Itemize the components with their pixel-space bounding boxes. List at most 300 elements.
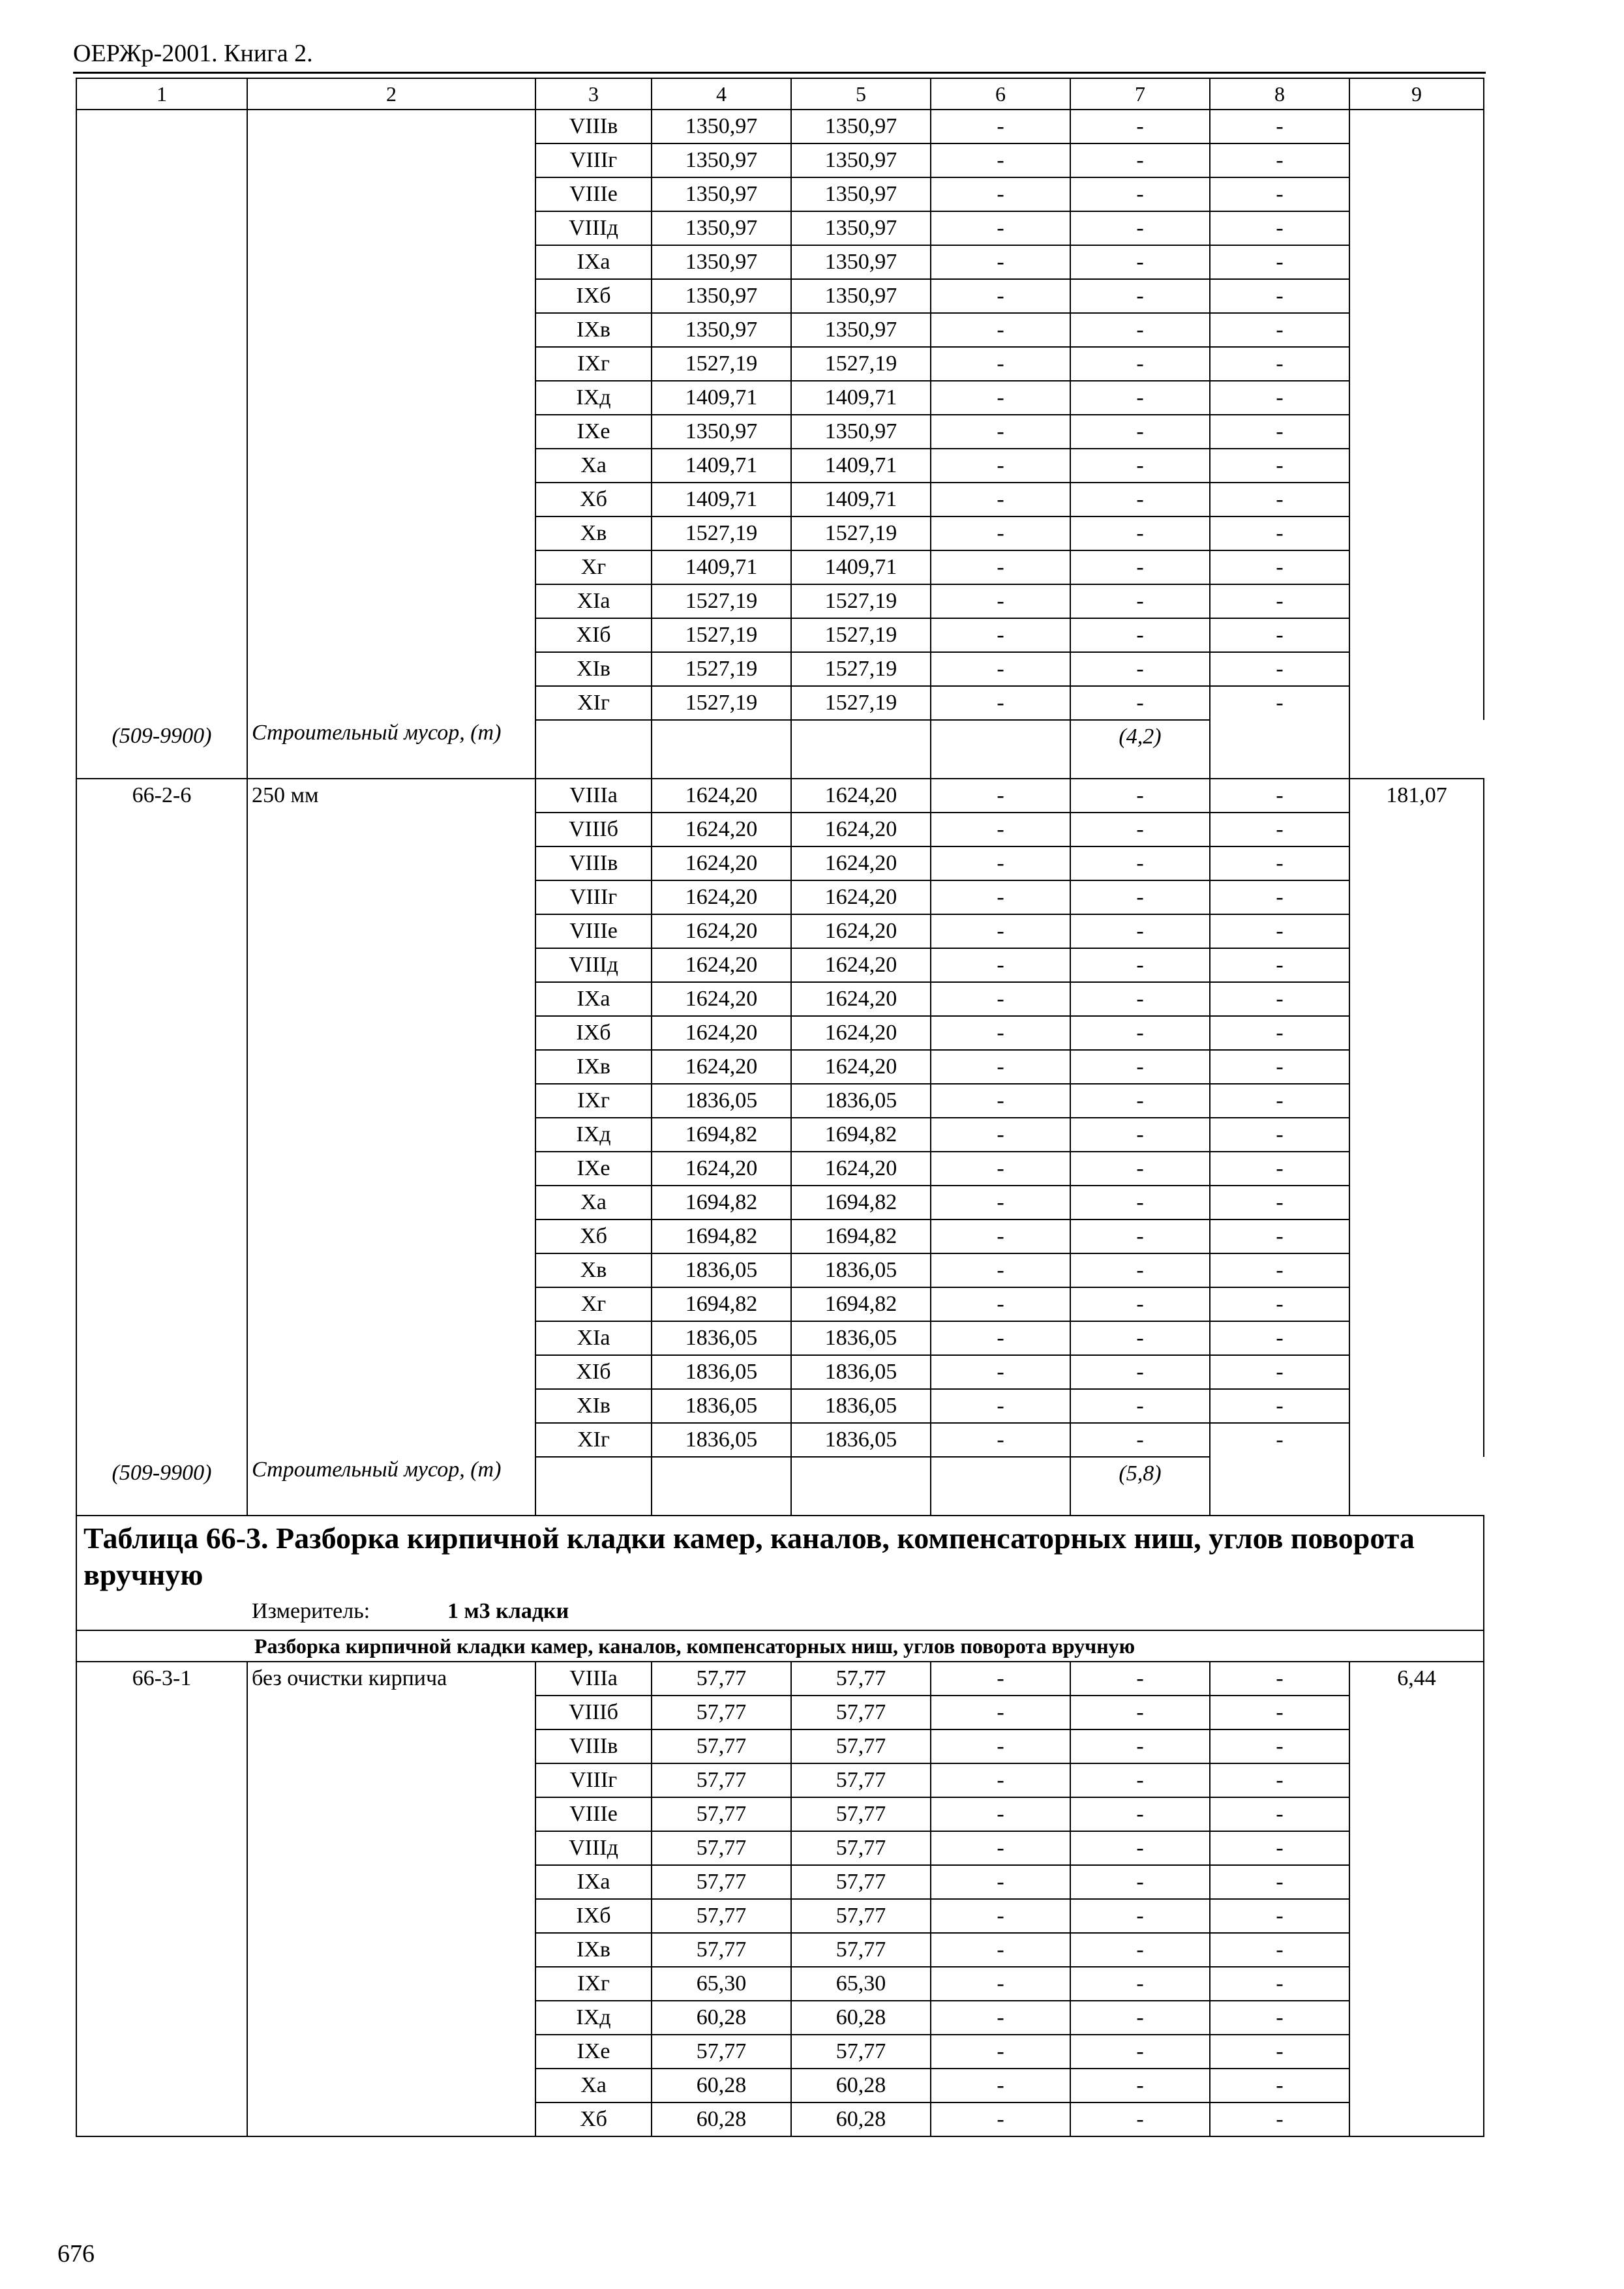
rate-code [76, 1865, 247, 1899]
zone-code: IXв [535, 313, 652, 347]
value-cell: - [1210, 550, 1349, 584]
rate-code [76, 177, 247, 211]
value-cell: 1836,05 [652, 1084, 791, 1118]
table-title-text: Таблица 66-3. Разборка кирпичной кладки камер, каналов, компенсаторных ниш, углов поворота вручную [83, 1521, 1415, 1591]
value-cell: - [931, 1016, 1070, 1050]
value-cell: - [1210, 110, 1349, 143]
table-row [76, 1696, 1484, 1729]
value-cell: - [931, 1253, 1070, 1287]
value-cell: 1527,19 [791, 686, 931, 720]
value-cell: 1694,82 [791, 1118, 931, 1152]
rate-code [76, 813, 247, 846]
value-cell: - [1070, 177, 1210, 211]
work-name [247, 415, 535, 449]
value-cell: - [1070, 2102, 1210, 2136]
table-row [76, 279, 1484, 313]
rate-code [76, 914, 247, 948]
work-name [247, 2069, 535, 2102]
work-name [247, 948, 535, 982]
col9-value [1349, 652, 1484, 686]
value-cell: - [931, 1050, 1070, 1084]
rate-code [76, 483, 247, 516]
value-cell: - [1210, 1355, 1349, 1389]
rate-code [76, 1899, 247, 1933]
table-row [76, 1186, 1484, 1219]
page-number: 676 [57, 2240, 95, 2267]
table-row [76, 1355, 1484, 1389]
value-cell: - [1070, 1696, 1210, 1729]
value-cell: 1836,05 [791, 1253, 931, 1287]
value-cell: 1624,20 [791, 779, 931, 813]
rate-code [76, 2001, 247, 2035]
trash-row [76, 1457, 1484, 1516]
value-cell: - [1210, 449, 1349, 483]
value-cell: - [1210, 1831, 1349, 1865]
col9-value [1349, 245, 1484, 279]
col9-value [1349, 1389, 1484, 1423]
table-row [76, 1797, 1484, 1831]
value-cell: 1624,20 [791, 1152, 931, 1186]
zone-code: XIб [535, 618, 652, 652]
value-cell: - [1210, 483, 1349, 516]
rate-code [76, 2035, 247, 2069]
value-cell: - [1210, 1797, 1349, 1831]
empty-cell [535, 1457, 652, 1516]
table-row [76, 1729, 1484, 1763]
value-cell: 1624,20 [791, 846, 931, 880]
work-name [247, 982, 535, 1016]
value-cell: - [1070, 1253, 1210, 1287]
empty-cell [931, 1457, 1070, 1516]
value-cell: - [1070, 245, 1210, 279]
value-cell: - [1070, 1219, 1210, 1253]
empty-cell [652, 720, 791, 779]
col9-value [1349, 1253, 1484, 1287]
col9-value [1349, 1084, 1484, 1118]
value-cell: - [1070, 1050, 1210, 1084]
value-cell: - [1070, 415, 1210, 449]
value-cell: - [931, 1696, 1070, 1729]
column-number: 5 [791, 78, 931, 110]
column-number: 4 [652, 78, 791, 110]
value-cell: - [1210, 1662, 1349, 1696]
value-cell: - [931, 245, 1070, 279]
value-cell: - [1070, 948, 1210, 982]
value-cell: 1350,97 [652, 177, 791, 211]
value-cell: - [931, 279, 1070, 313]
table-row [76, 779, 1484, 813]
value-cell: 1527,19 [652, 618, 791, 652]
value-cell: - [1070, 313, 1210, 347]
work-name [247, 1287, 535, 1321]
value-cell: 1350,97 [791, 110, 931, 143]
table-row [76, 1763, 1484, 1797]
zone-code: VIIIд [535, 948, 652, 982]
value-cell: 1350,97 [652, 143, 791, 177]
rate-code [76, 1084, 247, 1118]
work-name [247, 1253, 535, 1287]
value-cell: 60,28 [791, 2069, 931, 2102]
table-row [76, 1118, 1484, 1152]
work-name: 250 мм [247, 779, 535, 813]
col9-value [1349, 313, 1484, 347]
rate-code [76, 110, 247, 143]
value-cell: - [1210, 1253, 1349, 1287]
table-row [76, 347, 1484, 381]
col9-value [1349, 211, 1484, 245]
trash-code: (509-9900) [76, 720, 247, 779]
work-name [247, 1355, 535, 1389]
col9-value [1349, 618, 1484, 652]
table-title [76, 1516, 1484, 1630]
rate-code [76, 1355, 247, 1389]
value-cell: 57,77 [652, 1729, 791, 1763]
value-cell: - [931, 618, 1070, 652]
value-cell: 1624,20 [652, 880, 791, 914]
col9-value [1349, 347, 1484, 381]
value-cell: 65,30 [791, 1967, 931, 2001]
value-cell: 1694,82 [791, 1186, 931, 1219]
value-cell: - [1070, 550, 1210, 584]
work-name [247, 279, 535, 313]
value-cell: 1350,97 [652, 245, 791, 279]
work-name [247, 1933, 535, 1967]
value-cell: - [931, 550, 1070, 584]
table-row [76, 948, 1484, 982]
value-cell: 57,77 [652, 1831, 791, 1865]
value-cell: 1527,19 [652, 584, 791, 618]
zone-code: VIIIа [535, 1662, 652, 1696]
work-name [247, 584, 535, 618]
table-row [76, 1287, 1484, 1321]
value-cell: 1624,20 [652, 813, 791, 846]
col9-value [1349, 2069, 1484, 2102]
rate-code [76, 381, 247, 415]
column-number: 6 [931, 78, 1070, 110]
rate-code [76, 652, 247, 686]
value-cell: - [1070, 2001, 1210, 2035]
work-name [247, 880, 535, 914]
value-cell: 1624,20 [791, 914, 931, 948]
value-cell: - [1070, 686, 1210, 720]
value-cell: 1409,71 [791, 381, 931, 415]
work-name [247, 1186, 535, 1219]
value-cell: - [931, 2035, 1070, 2069]
value-cell: - [931, 652, 1070, 686]
rate-code [76, 1423, 247, 1457]
table-row [76, 1933, 1484, 1967]
value-cell: 1527,19 [791, 652, 931, 686]
rate-code [76, 1389, 247, 1423]
value-cell: - [931, 415, 1070, 449]
col9-value [1349, 1355, 1484, 1389]
value-cell: - [1210, 1321, 1349, 1355]
rate-code [76, 948, 247, 982]
value-cell: - [1070, 279, 1210, 313]
meter-line [83, 1597, 1477, 1626]
work-name [247, 1763, 535, 1797]
col9-value [1349, 880, 1484, 914]
rate-code [76, 1763, 247, 1797]
value-cell: 57,77 [791, 2035, 931, 2069]
work-name [247, 110, 535, 143]
value-cell: 1527,19 [652, 347, 791, 381]
rate-code [76, 880, 247, 914]
value-cell: 60,28 [652, 2102, 791, 2136]
trash-code: (509-9900) [76, 1457, 247, 1516]
value-cell: - [1070, 1186, 1210, 1219]
table-row [76, 381, 1484, 415]
section-heading-row [76, 1630, 1484, 1662]
work-name [247, 1967, 535, 2001]
col9-value [1349, 1831, 1484, 1865]
column-number: 7 [1070, 78, 1210, 110]
col9-value [1349, 1797, 1484, 1831]
value-cell: - [1070, 1118, 1210, 1152]
col9-value [1349, 516, 1484, 550]
value-cell: - [1070, 618, 1210, 652]
column-number: 8 [1210, 78, 1349, 110]
value-cell: 1409,71 [791, 449, 931, 483]
value-cell: - [931, 1831, 1070, 1865]
value-cell: - [1070, 813, 1210, 846]
work-name [247, 652, 535, 686]
col9-value [1349, 1186, 1484, 1219]
value-cell: - [931, 1186, 1070, 1219]
value-cell: - [1210, 948, 1349, 982]
value-cell: - [1070, 584, 1210, 618]
work-name [247, 1152, 535, 1186]
table-row [76, 143, 1484, 177]
value-cell: - [1070, 652, 1210, 686]
work-name [247, 1831, 535, 1865]
col9-value [1349, 415, 1484, 449]
empty-cell [931, 720, 1070, 779]
rate-code: 66-3-1 [76, 1662, 247, 1696]
col9-value [1349, 2001, 1484, 2035]
value-cell: - [931, 1797, 1070, 1831]
zone-code: Xб [535, 483, 652, 516]
rate-code [76, 143, 247, 177]
zone-code: IXа [535, 982, 652, 1016]
value-cell: - [1210, 177, 1349, 211]
table-row [76, 2001, 1484, 2035]
value-cell: 1527,19 [791, 516, 931, 550]
col9-value [1349, 110, 1484, 143]
rate-code [76, 618, 247, 652]
rate-code [76, 347, 247, 381]
col9-value [1349, 1118, 1484, 1152]
value-cell: 1527,19 [652, 686, 791, 720]
empty-cell [535, 720, 652, 779]
work-name [247, 483, 535, 516]
value-cell: - [1210, 1763, 1349, 1797]
header-rule [73, 72, 1486, 74]
table-row [76, 584, 1484, 618]
work-name [247, 2102, 535, 2136]
value-cell: 1350,97 [791, 211, 931, 245]
rate-code [76, 1287, 247, 1321]
value-cell: - [931, 1865, 1070, 1899]
value-cell: - [1070, 1899, 1210, 1933]
value-cell: - [1210, 245, 1349, 279]
col9-value [1349, 1933, 1484, 1967]
value-cell: - [1210, 279, 1349, 313]
value-cell: 60,28 [791, 2102, 931, 2136]
value-cell: 1836,05 [652, 1423, 791, 1457]
work-name [247, 1219, 535, 1253]
rate-code [76, 1321, 247, 1355]
zone-code: VIIIг [535, 880, 652, 914]
value-cell: 1836,05 [791, 1355, 931, 1389]
value-cell: 57,77 [652, 1933, 791, 1967]
value-cell: 1350,97 [652, 110, 791, 143]
value-cell: 57,77 [791, 1662, 931, 1696]
col9-value [1349, 1219, 1484, 1253]
value-cell: 1624,20 [652, 1050, 791, 1084]
rate-code [76, 279, 247, 313]
table-row [76, 1050, 1484, 1084]
value-cell: 1836,05 [791, 1423, 931, 1457]
value-cell: - [931, 313, 1070, 347]
col9-value [1210, 720, 1349, 779]
col9-value [1349, 1287, 1484, 1321]
value-cell: 57,77 [652, 1763, 791, 1797]
value-cell: - [931, 779, 1070, 813]
value-cell: - [1210, 1865, 1349, 1899]
table-row [76, 686, 1484, 720]
value-cell: - [1070, 846, 1210, 880]
value-cell: - [931, 1389, 1070, 1423]
meter-label: Измеритель: [252, 1599, 370, 1623]
col9-value [1349, 2035, 1484, 2069]
value-cell: 57,77 [791, 1933, 931, 1967]
value-cell: 65,30 [652, 1967, 791, 2001]
zone-code: Xб [535, 1219, 652, 1253]
work-name [247, 516, 535, 550]
value-cell: - [931, 846, 1070, 880]
zone-code: VIIIв [535, 1729, 652, 1763]
value-cell: 1350,97 [652, 279, 791, 313]
value-cell: 1694,82 [652, 1287, 791, 1321]
value-cell: - [1210, 1423, 1349, 1457]
col9-value: 6,44 [1349, 1662, 1484, 1696]
zone-code: IXд [535, 2001, 652, 2035]
value-cell: - [1070, 779, 1210, 813]
value-cell: - [1210, 1118, 1349, 1152]
value-cell: - [1210, 618, 1349, 652]
zone-code: Xб [535, 2102, 652, 2136]
work-name [247, 449, 535, 483]
value-cell: - [931, 1118, 1070, 1152]
value-cell: 1350,97 [791, 245, 931, 279]
value-cell: - [1210, 1899, 1349, 1933]
value-cell: 1527,19 [652, 652, 791, 686]
zone-code: IXа [535, 1865, 652, 1899]
value-cell: - [931, 948, 1070, 982]
work-name [247, 211, 535, 245]
table-row [76, 313, 1484, 347]
work-name [247, 1084, 535, 1118]
value-cell: - [1070, 2069, 1210, 2102]
value-cell: - [931, 686, 1070, 720]
value-cell: 57,77 [791, 1865, 931, 1899]
col9-value [1349, 982, 1484, 1016]
zone-code: Xв [535, 1253, 652, 1287]
table-row [76, 618, 1484, 652]
value-cell: - [1210, 982, 1349, 1016]
value-cell: 1694,82 [791, 1287, 931, 1321]
table-row [76, 2102, 1484, 2136]
empty-cell [791, 1457, 931, 1516]
value-cell: 57,77 [652, 1899, 791, 1933]
value-cell: 1836,05 [652, 1355, 791, 1389]
col9-value [1349, 846, 1484, 880]
value-cell: - [1070, 516, 1210, 550]
rate-code [76, 1186, 247, 1219]
rate-code [76, 2069, 247, 2102]
value-cell: - [1070, 1763, 1210, 1797]
value-cell: - [1210, 2102, 1349, 2136]
value-cell: - [931, 211, 1070, 245]
table-row [76, 652, 1484, 686]
table-row [76, 2069, 1484, 2102]
rate-code [76, 1831, 247, 1865]
table-row [76, 1321, 1484, 1355]
table-row [76, 449, 1484, 483]
value-cell: - [1070, 381, 1210, 415]
value-cell: - [1210, 1152, 1349, 1186]
work-name [247, 177, 535, 211]
rate-code [76, 1152, 247, 1186]
col9-value [1349, 483, 1484, 516]
value-cell: - [931, 880, 1070, 914]
table-row [76, 1423, 1484, 1457]
zone-code: XIг [535, 1423, 652, 1457]
value-cell: - [931, 1899, 1070, 1933]
value-cell: 1836,05 [652, 1389, 791, 1423]
work-name [247, 2001, 535, 2035]
value-cell: 1836,05 [791, 1084, 931, 1118]
zone-code: Xг [535, 550, 652, 584]
value-cell: - [1070, 1423, 1210, 1457]
rate-code [76, 1967, 247, 2001]
rate-code: 66-2-6 [76, 779, 247, 813]
zone-code: IXг [535, 1084, 652, 1118]
rate-code [76, 313, 247, 347]
rate-code [76, 1933, 247, 1967]
zone-code: IXе [535, 1152, 652, 1186]
column-number: 9 [1349, 78, 1484, 110]
value-cell: 1624,20 [791, 948, 931, 982]
zone-code: VIIIа [535, 779, 652, 813]
col9-value [1349, 948, 1484, 982]
value-cell: - [1070, 982, 1210, 1016]
value-cell: 1624,20 [652, 846, 791, 880]
value-cell: - [1210, 381, 1349, 415]
value-cell: 1350,97 [652, 415, 791, 449]
value-cell: 1350,97 [652, 211, 791, 245]
value-cell: - [931, 1084, 1070, 1118]
table-row [76, 483, 1484, 516]
table-row [76, 846, 1484, 880]
value-cell: - [1070, 1662, 1210, 1696]
table-row [76, 211, 1484, 245]
value-cell: 1409,71 [652, 381, 791, 415]
work-name [247, 1050, 535, 1084]
zone-code: VIIIг [535, 1763, 652, 1797]
zone-code: IXб [535, 1899, 652, 1933]
